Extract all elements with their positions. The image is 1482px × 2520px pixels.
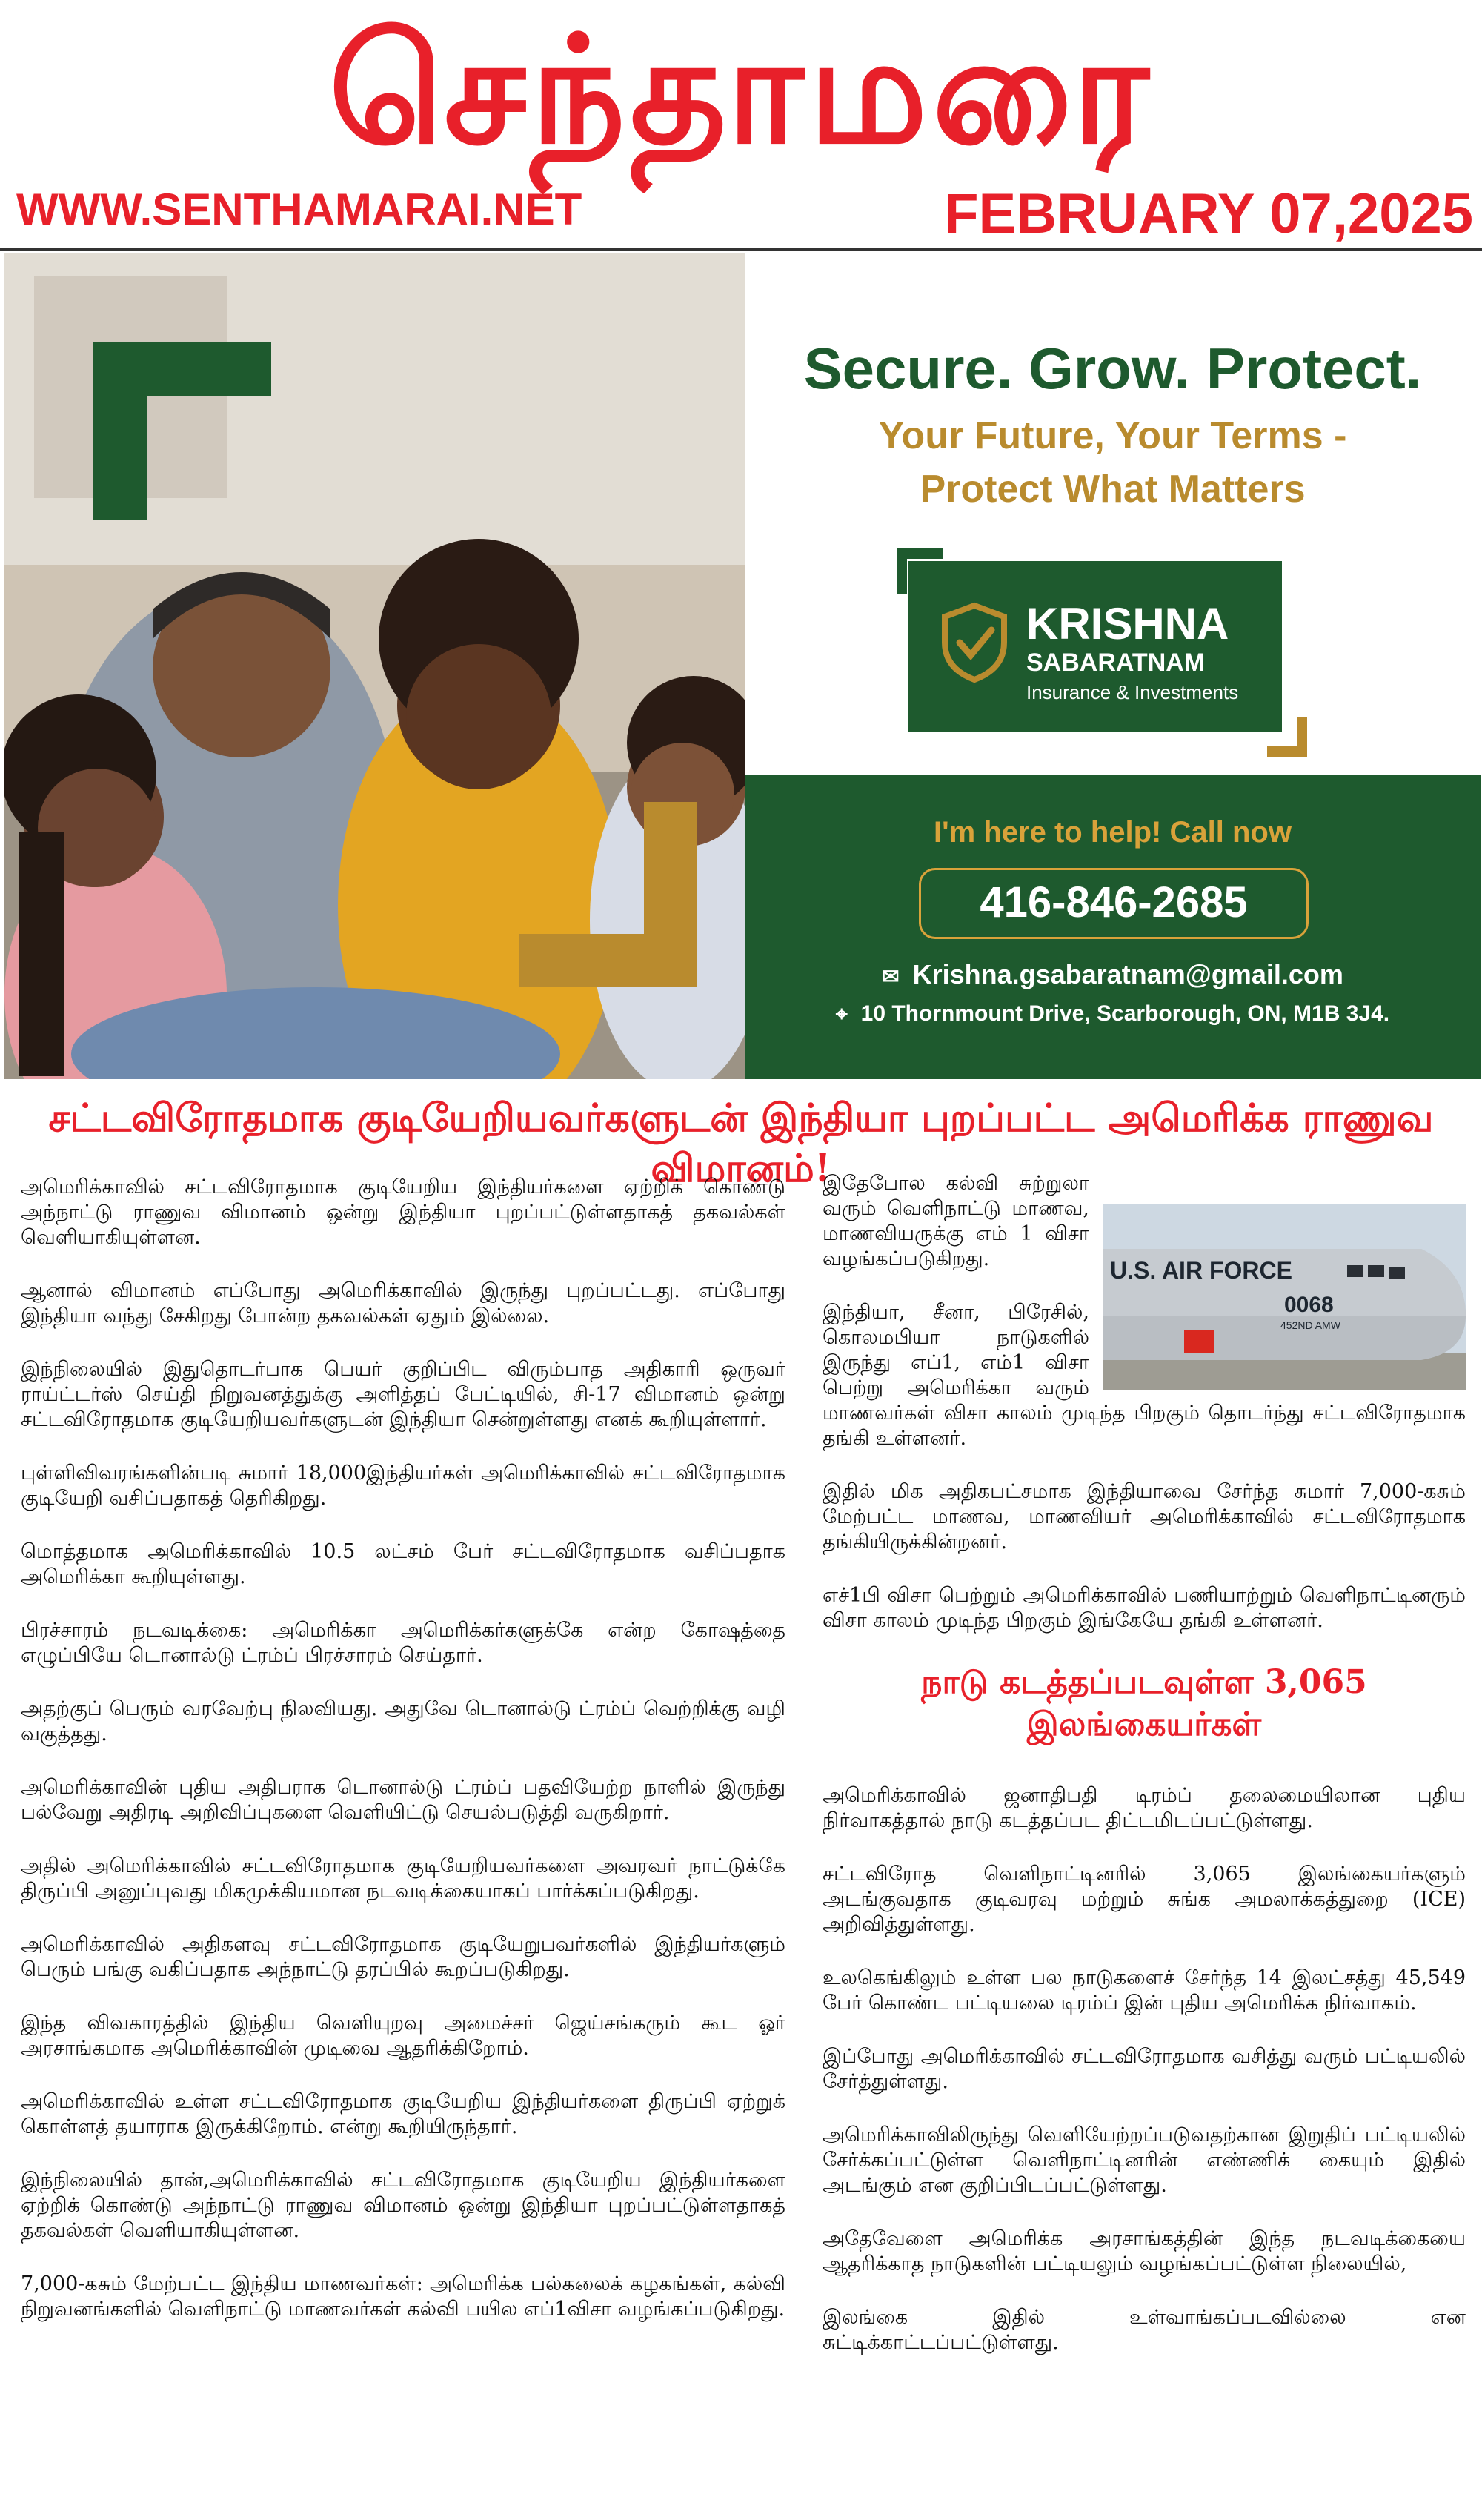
green-corner-accent [93,342,271,520]
article-paragraph: இந்நிலையில் இதுதொடர்பாக பெயர் குறிப்பிட விரும்பாத அதிகாரி ஒருவர் ராய்ட்டர்ஸ் செய்தி நிறுவனத்துக்கு அளித்தப் பேட்டியில், சி-17 விமானம் ஒன்று சட்டவிரோதமாக குடியேறியவர்களுடன் இந்தியா சென்றுள்ளது எனக் கூறியுள்ளார். [21,1358,785,1431]
sidebar-paragraph: அமெரிக்காவில் ஜனாதிபதி டிரம்ப் தலைமையிலான புதிய நிர்வாகத்தால் நாடு கடத்தப்பட திட்டமிடப்பட்டுள்ளது. [823,1784,1466,1832]
plane-illustration [1103,1204,1466,1390]
sidebar-paragraph: உலகெங்கிலும் உள்ள பல நாடுகளைச் சேர்ந்த 14 இலட்சத்து 45,549 பேர் கொண்ட பட்டியலை டிரம்ப் இன் புதிய அமெரிக்க நிர்வாகம். [823,1966,1466,2015]
article-paragraph: ஆனால் விமானம் எப்போது அமெரிக்காவில் இருந்து புறப்பட்டது. எப்போது இந்தியா வந்து சேகிறது போன்ற தகவல்கள் ஏதும் இல்லை. [21,1279,785,1327]
sidebar-paragraph: அமெரிக்காவிலிருந்து வெளியேற்றப்படுவதற்கான இறுதிப் பட்டியலில் சேர்க்கப்பட்டுள்ள வெளிநாட்டினரின் எண்ணிக் கையும் இதில் அடங்கும் என குறிப்பிடப்பட்டுள்ளது. [823,2123,1466,2197]
gold-corner-accent [519,802,697,987]
article-paragraph: அமெரிக்காவில் உள்ள சட்டவிரோதமாக குடியேறிய இந்தியர்களை திருப்பி ஏற்றுக் கொள்ளத் தயாராக இருக்கிறோம். என்று கூறியிருந்தார். [21,2090,785,2138]
ad-subheadline [745,409,1481,516]
article-paragraph: அதில் அமெரிக்காவில் சட்டவிரோதமாக குடியேறியவர்களை அவரவர் நாட்டுக்கே திருப்பி அனுப்புவது மிகமுக்கியமான நடவடிக்கையாகப் பார்க்கப்படுகிறது. [21,1854,785,1903]
military-plane-photo [1103,1204,1466,1390]
address-row [745,1001,1481,1027]
email-row[interactable] [745,959,1481,990]
article-paragraph: மொத்தமாக அமெரிக்காவில் 10.5 லட்சம் பேர் சட்டவிரோதமாக வசிப்பதாக அமெரிக்கா கூறியுள்ளது. [21,1540,785,1588]
shield-check-icon [941,602,1008,683]
logo-name-last: SABARATNAM [1026,649,1206,677]
sidebar-paragraph: அதேவேளை அமெரிக்க அரசாங்கத்தின் இந்த நடவடிக்கையை ஆதரிக்காத நாடுகளின் பட்டியலும் வழங்கப்பட்டுள்ள நிலையில், [823,2227,1466,2275]
phone-number[interactable]: 416-846-2685 [980,878,1248,926]
logo-corner-accent-gold [1267,717,1307,757]
logo-name-first: KRISHNA [1026,599,1229,649]
article-left-column [21,1175,785,2350]
street-address: 10 Thornmount Drive, Scarborough, ON, M1B 3J4. [860,1001,1390,1026]
email-icon: ✉ [882,965,900,988]
article-paragraph: 7,000-கசும் மேற்பட்ட இந்திய மாணவர்கள்: அமெரிக்க பல்கலைக் கழகங்கள், கல்வி நிறுவனங்களில் வெளிநாட்டு மாணவர்கள் கல்வி பயில எப்1விசா வழங்கப்படுகிறது. [21,2272,785,2321]
newspaper-title: செந்தாமரை [328,4,1154,177]
masthead [0,0,1482,251]
ad-tagline-panel [745,253,1481,775]
article-paragraph: இந்த விவகாரத்தில் இந்திய வெளியுறவு அமைச்சர் ஜெய்சங்கரும் கூட ஓர் அரசாங்கமாக அமெரிக்காவின் முடிவை ஆதரிக்கிறோம். [21,2012,785,2060]
article-paragraph: அமெரிக்காவில் சட்டவிரோதமாக குடியேறிய இந்தியர்களை ஏற்றிக் கொண்டு அந்நாட்டு ராணுவ விமானம் ஒன்று இந்தியா புறப்பட்டுள்ளதாகத் தகவல்கள் வெளியாகியுள்ளன. [21,1176,785,1249]
call-now-text: I'm here to help! Call now [934,816,1292,849]
article-paragraph: இதேபோல கல்வி சுற்றுலா வரும் வெளிநாட்டு மாணவ, மாணவியருக்கு எம் 1 விசா வழங்கப்படுகிறது. [823,1172,1089,1270]
article-right-column [823,1171,1466,2384]
article-paragraph: இந்நிலையில் தான்,அமெரிக்காவில் சட்டவிரோதமாக குடியேறிய இந்தியர்களை ஏற்றிக் கொண்டு அந்நாட்டு ராணுவ விமானம் ஒன்று இந்தியா புறப்பட்டுள்ளதாகத் தகவல்கள் வெளியாகியுள்ளன. [21,2169,785,2242]
issue-date: FEBRUARY 07,2025 [944,182,1473,245]
article-paragraph: அமெரிக்காவில் அதிகளவு சட்டவிரோதமாக குடியேறுபவர்களில் இந்தியர்களும் பெரும் பங்கு வகிப்பதாக அந்நாட்டு தரப்பில் கூறப்படுகிறது. [21,1933,785,1981]
email-address[interactable]: Krishna.gsabaratnam@gmail.com [912,959,1343,989]
plane-number: 0068 [1284,1293,1334,1317]
article-paragraph: இந்தியா, சீனா, பிரேசில், கொலமபியா நாடுகளில் இருந்து எப்1, எம்1 விசா பெற்று அமெரிக்கா வரும் மாணவர்கள் விசா காலம் முடிந்த பிறகும் தொடர்ந்து சட்டவிரோதமாக தங்கி உள்ளனர். [823,1301,1466,1450]
ad-subheadline-line-1: Your Future, Your Terms - [878,414,1347,457]
company-logo [908,561,1282,732]
article-paragraph: எச்1பி விசா பெற்றும் அமெரிக்காவில் பணியாற்றும் வெளிநாட்டினரும் விசா காலம் முடிந்த பிறகும் இங்கேயே தங்கி உள்ளனர். [823,1584,1466,1632]
sidebar-paragraph: இலங்கை இதில் உள்வாங்கப்படவில்லை என சுட்டிக்காட்டப்பட்டுள்ளது. [823,2306,1466,2354]
article-paragraph: பிரச்சாரம் நடவடிக்கை: அமெரிக்கா அமெரிக்கர்களுக்கே என்ற கோஷத்தை எழுப்பியே டொனால்டு ட்ரம்ப் பிரச்சாரம் செய்தார். [21,1619,785,1667]
ad-headline: Secure. Grow. Protect. [803,336,1422,401]
sidebar-paragraph: இப்போது அமெரிக்காவில் சட்டவிரோதமாக வசித்து வரும் பட்டியலில் சேர்த்துள்ளது. [823,2045,1466,2093]
phone-button[interactable] [919,868,1309,939]
article-paragraph: இதில் மிக அதிகபட்சமாக இந்தியாவை சேர்ந்த சுமார் 7,000-கசும் மேற்பட்ட மாணவ, மாணவியர் அமெரிக்காவில் சட்டவிரோதமாக தங்கியிருக்கின்றனர். [823,1480,1466,1554]
article-paragraph: புள்ளிவிவரங்களின்படி சுமார் 18,000இந்தியர்கள் அமெரிக்காவில் சட்டவிரோதமாக குடியேறி வசிப்பதாகத் தெரிகிறது. [21,1462,785,1510]
location-pin-icon: ⌖ [835,1002,848,1025]
plane-unit: 452ND AMW [1280,1319,1340,1331]
ad-contact-panel [745,775,1481,1079]
sidebar-paragraph: சட்டவிரோத வெளிநாட்டினரில் 3,065 இலங்கையர்களும் அடங்குவதாக குடிவரவு மற்றும் சுங்க அமலாக்கத்துறை (ICE) அறிவித்துள்ளது. [823,1863,1466,1936]
article-paragraph: அமெரிக்காவின் புதிய அதிபராக டொனால்டு ட்ரம்ப் பதவியேற்ற நாளில் இருந்து பல்வேறு அதிரடி அறிவிப்புகளை வெளியிட்டு செயல்படுத்தி வருகிறார். [21,1776,785,1824]
family-photo [4,253,745,1079]
article-headline: சட்டவிரோதமாக குடியேறியவர்களுடன் இந்தியா புறப்பட்ட அமெரிக்க ராணுவ விமானம்! [48,1095,1434,1191]
ad-subheadline-line-2: Protect What Matters [920,468,1306,511]
plane-label: U.S. AIR FORCE [1110,1257,1292,1284]
logo-tagline: Insurance & Investments [1026,681,1239,703]
article-paragraph: அதற்குப் பெரும் வரவேற்பு நிலவியது. அதுவே டொனால்டு ட்ரம்ப் வெற்றிக்கு வழி வகுத்தது. [21,1697,785,1745]
website-link[interactable]: WWW.SENTHAMARAI.NET [16,185,582,234]
sidebar-headline: நாடு கடத்தப்படவுள்ள 3,065 இலங்கையர்கள் [921,1663,1367,1743]
insurance-advertisement [4,253,1481,1079]
